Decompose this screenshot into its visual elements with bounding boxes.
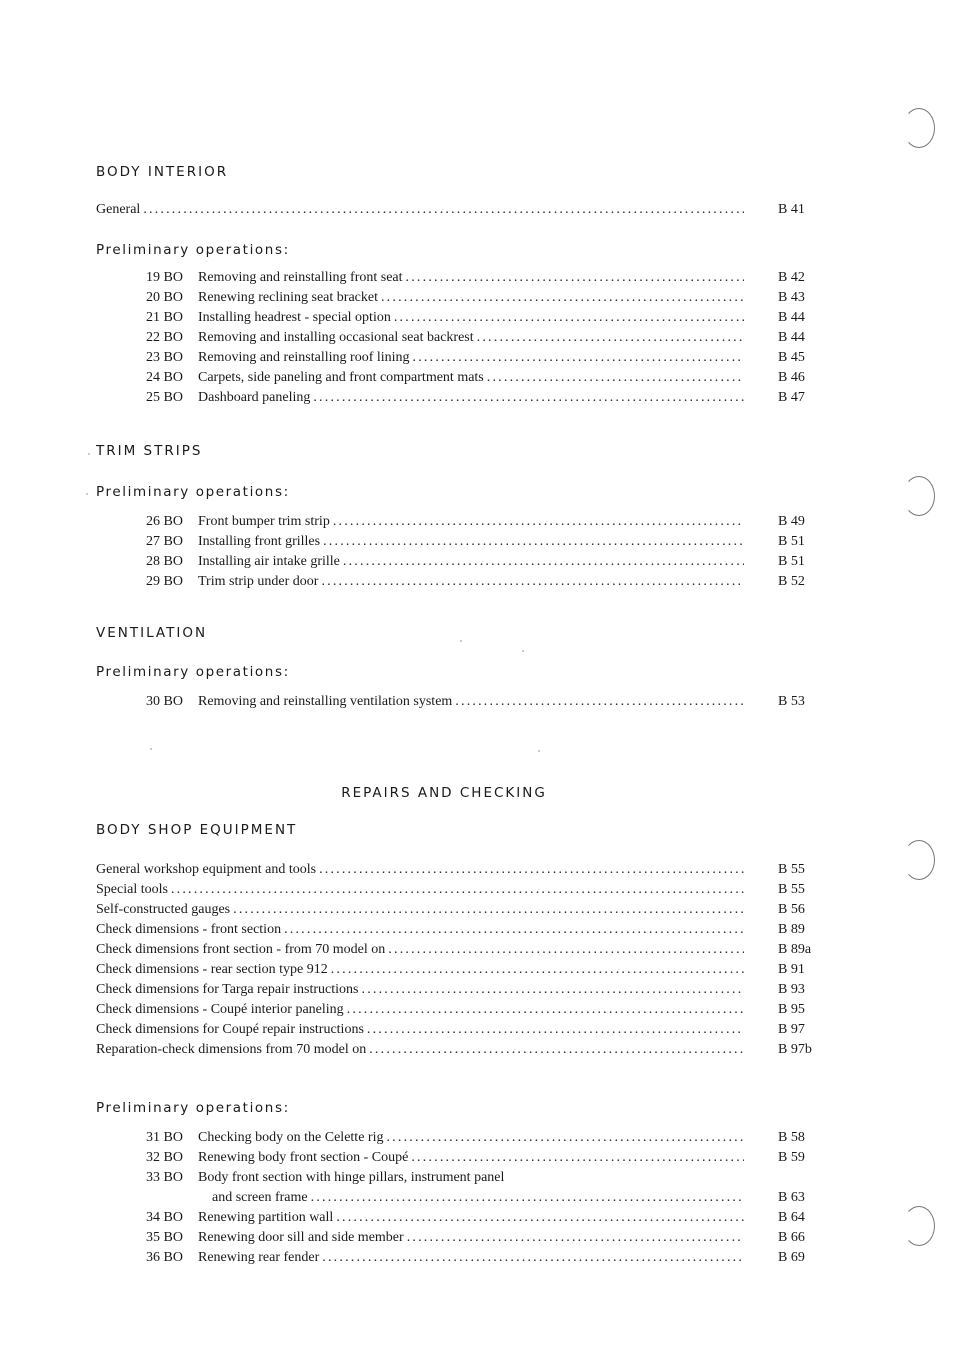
operation-code: 29 BO (146, 574, 183, 589)
toc-entry-label: Body front section with hinge pillars, instrument panel (198, 1170, 505, 1185)
leader-dots (313, 388, 744, 408)
toc-page-ref: B 53 (778, 694, 805, 709)
toc-entry-label: Dashboard paneling (198, 390, 311, 405)
toc-entry-label: Trim strip under door (198, 574, 319, 589)
binder-hole-mark (903, 1206, 935, 1246)
toc-entry-label: General (96, 202, 141, 217)
toc-entry-label: Renewing reclining seat bracket (198, 290, 378, 305)
toc-page-ref: B 43 (778, 290, 805, 305)
toc-page-ref: B 52 (778, 574, 805, 589)
subsection-title: Preliminary operations: (96, 664, 290, 680)
operation-code: 22 BO (146, 330, 183, 345)
toc-page-ref: B 89a (778, 942, 812, 957)
part-title-repairs-checking: REPAIRS AND CHECKING (341, 785, 547, 801)
toc-entry-label: Installing headrest - special option (198, 310, 391, 325)
toc-entry[interactable] (96, 328, 816, 348)
operation-code: 35 BO (146, 1230, 183, 1245)
toc-entry[interactable] (96, 368, 816, 388)
toc-entry[interactable] (96, 860, 816, 880)
leader-dots (388, 940, 744, 960)
leader-dots (322, 1248, 744, 1268)
leader-dots (394, 308, 744, 328)
operation-code: 21 BO (146, 310, 183, 325)
leader-dots (347, 1000, 744, 1020)
toc-page-ref: B 49 (778, 514, 805, 529)
toc-page-ref: B 93 (778, 982, 805, 997)
leader-dots (319, 860, 744, 880)
operation-code: 27 BO (146, 534, 183, 549)
binder-hole-mark (903, 476, 935, 516)
operation-code: 36 BO (146, 1250, 183, 1265)
toc-entry[interactable] (96, 532, 816, 552)
toc-entry[interactable] (96, 960, 816, 980)
toc-page-ref: B 91 (778, 962, 805, 977)
toc-entry-continuation[interactable] (96, 1188, 816, 1208)
toc-page-ref: B 97 (778, 1022, 805, 1037)
operation-code: 20 BO (146, 290, 183, 305)
section-title-ventilation: VENTILATION (96, 625, 208, 641)
leader-dots (381, 288, 744, 308)
toc-entry[interactable] (96, 348, 816, 368)
toc-entry[interactable] (96, 552, 816, 572)
toc-page-ref: B 66 (778, 1230, 805, 1245)
leader-dots (143, 200, 744, 220)
toc-page-ref: B 51 (778, 554, 805, 569)
toc-page-ref: B 45 (778, 350, 805, 365)
toc-entry[interactable] (96, 288, 816, 308)
toc-entry-label: and screen frame (212, 1190, 308, 1205)
toc-entry-label: Removing and installing occasional seat backrest (198, 330, 474, 345)
toc-entry-label: Installing front grilles (198, 534, 321, 549)
toc-page-ref: B 64 (778, 1210, 805, 1225)
toc-entry[interactable] (96, 900, 816, 920)
operation-code: 30 BO (146, 694, 183, 709)
toc-entry[interactable] (96, 980, 816, 1000)
binder-hole-mark (903, 840, 935, 880)
toc-page-ref: B 51 (778, 534, 805, 549)
toc-entry[interactable] (96, 268, 816, 288)
toc-entry-label: Check dimensions - Coupé interior paneling (96, 1002, 344, 1017)
leader-dots (323, 532, 744, 552)
leader-dots (321, 572, 744, 592)
operation-code: 24 BO (146, 370, 183, 385)
toc-entry[interactable] (96, 692, 816, 712)
toc-entry[interactable] (96, 1040, 816, 1060)
toc-entry-label: Check dimensions front section - from 70 model on (96, 942, 386, 957)
toc-entry[interactable] (96, 308, 816, 328)
leader-dots (487, 368, 744, 388)
leader-dots (171, 880, 744, 900)
toc-entry[interactable] (96, 200, 816, 220)
leader-dots (362, 980, 745, 1000)
toc-entry-label: Renewing partition wall (198, 1210, 334, 1225)
toc-entry[interactable] (96, 1228, 816, 1248)
toc-entry-label: Removing and reinstalling ventilation system (198, 694, 453, 709)
operation-code: 26 BO (146, 514, 183, 529)
leader-dots (406, 268, 744, 288)
toc-entry-label: Removing and reinstalling front seat (198, 270, 403, 285)
subsection-title: Preliminary operations: (96, 1100, 290, 1116)
leader-dots (367, 1020, 744, 1040)
toc-entry[interactable] (96, 388, 816, 408)
toc-entry[interactable] (96, 920, 816, 940)
toc-entry-label: Front bumper trim strip (198, 514, 330, 529)
operation-code: 25 BO (146, 390, 183, 405)
section-title-body-shop-equipment: BODY SHOP EQUIPMENT (96, 822, 298, 838)
leader-dots (284, 920, 744, 940)
toc-entry-label: Special tools (96, 882, 168, 897)
leader-dots (343, 552, 744, 572)
toc-entry[interactable] (96, 880, 816, 900)
toc-entry[interactable] (96, 1000, 816, 1020)
toc-page-ref: B 89 (778, 922, 805, 937)
toc-entry-label: General workshop equipment and tools (96, 862, 317, 877)
leader-dots (413, 348, 744, 368)
toc-page-ref: B 69 (778, 1250, 805, 1265)
operation-code: 32 BO (146, 1150, 183, 1165)
toc-entry[interactable] (96, 1148, 816, 1168)
toc-page-ref: B 95 (778, 1002, 805, 1017)
toc-entry-label: Renewing rear fender (198, 1250, 320, 1265)
toc-page-ref: B 63 (778, 1190, 805, 1205)
toc-entry-label: Checking body on the Celette rig (198, 1130, 384, 1145)
toc-page-ref: B 44 (778, 310, 805, 325)
leader-dots (407, 1228, 744, 1248)
leader-dots (477, 328, 744, 348)
toc-page-ref: B 97b (778, 1042, 812, 1057)
operation-code: 31 BO (146, 1130, 183, 1145)
toc-page-ref: B 46 (778, 370, 805, 385)
toc-entry[interactable] (96, 1020, 816, 1040)
toc-entry[interactable] (96, 572, 816, 592)
toc-page-ref: B 59 (778, 1150, 805, 1165)
toc-page-ref: B 55 (778, 882, 805, 897)
operation-code: 34 BO (146, 1210, 183, 1225)
leader-dots (369, 1040, 744, 1060)
operation-code: 23 BO (146, 350, 183, 365)
section-title-trim-strips: TRIM STRIPS (96, 443, 203, 459)
toc-entry[interactable] (96, 940, 816, 960)
scan-speck (522, 650, 524, 652)
toc-entry-label: Check dimensions for Coupé repair instructions (96, 1022, 364, 1037)
operation-code: 33 BO (146, 1170, 183, 1185)
leader-dots (331, 960, 744, 980)
leader-dots (455, 692, 744, 712)
toc-entry-label: Renewing door sill and side member (198, 1230, 404, 1245)
toc-entry-label: Check dimensions - rear section type 912 (96, 962, 328, 977)
toc-page-ref: B 47 (778, 390, 805, 405)
toc-entry[interactable] (96, 1248, 816, 1268)
toc-entry-label: Renewing body front section - Coupé (198, 1150, 409, 1165)
toc-page-ref: B 44 (778, 330, 805, 345)
leader-dots (311, 1188, 744, 1208)
toc-page-ref: B 41 (778, 202, 805, 217)
section-title-body-interior: BODY INTERIOR (96, 164, 229, 180)
subsection-title: Preliminary operations: (96, 242, 290, 258)
leader-dots (411, 1148, 744, 1168)
toc-entry[interactable] (96, 1208, 816, 1228)
scan-speck (88, 453, 90, 455)
operation-code: 19 BO (146, 270, 183, 285)
operation-code: 28 BO (146, 554, 183, 569)
toc-entry-label: Reparation-check dimensions from 70 model on (96, 1042, 367, 1057)
toc-entry-label: Installing air intake grille (198, 554, 340, 569)
subsection-title: Preliminary operations: (96, 484, 290, 500)
toc-page-ref: B 56 (778, 902, 805, 917)
toc-page-ref: B 58 (778, 1130, 805, 1145)
toc-page-ref: B 55 (778, 862, 805, 877)
toc-entry-label: Check dimensions for Targa repair instructions (96, 982, 359, 997)
leader-dots (233, 900, 744, 920)
toc-entry[interactable] (96, 1168, 816, 1188)
toc-entry[interactable] (96, 1128, 816, 1148)
leader-dots (386, 1128, 744, 1148)
leader-dots (333, 512, 744, 532)
scan-speck (150, 748, 152, 750)
scan-speck (538, 750, 540, 752)
toc-entry-label: Self-constructed gauges (96, 902, 231, 917)
scan-speck (460, 640, 462, 642)
toc-entry-label: Carpets, side paneling and front compartment mats (198, 370, 484, 385)
toc-entry-label: Removing and reinstalling roof lining (198, 350, 410, 365)
leader-dots (336, 1208, 744, 1228)
toc-page-ref: B 42 (778, 270, 805, 285)
scan-speck (86, 493, 88, 495)
binder-hole-mark (903, 108, 935, 148)
toc-entry[interactable] (96, 512, 816, 532)
toc-entry-label: Check dimensions - front section (96, 922, 282, 937)
